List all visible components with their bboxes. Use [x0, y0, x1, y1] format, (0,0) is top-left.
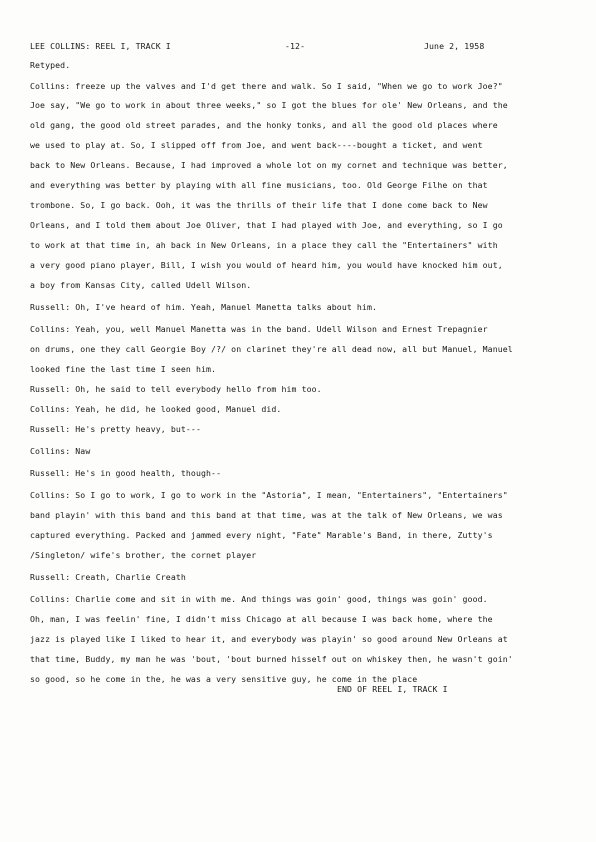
text-line: to work at that time in, ah back in New Orleans, in a place they call the "Entertainers" with: [30, 240, 498, 250]
text-line: Orleans, and I told them about Joe Oliver, that I had played with Joe, and everything, so I go: [30, 220, 503, 230]
text-line: Russell: He's in good health, though--: [30, 468, 222, 478]
text-line: Russell: Oh, I've heard of him. Yeah, Manuel Manetta talks about him.: [30, 302, 378, 312]
text-line: Collins: So I go to work, I go to work in the "Astoria", I mean, "Entertainers", "Entertainers": [30, 490, 508, 500]
text-line: Russell: Oh, he said to tell everybody hello from him too.: [30, 384, 322, 394]
text-line: Joe say, "We go to work in about three weeks," so I got the blues for ole' New Orleans, and the: [30, 100, 508, 110]
page-number: -12-: [285, 41, 306, 51]
text-line: we used to play at. So, I slipped off from Joe, and went back----bought a ticket, and went: [30, 140, 483, 150]
header-date: June 2, 1958: [424, 41, 485, 51]
text-line: Collins: Yeah, he did, he looked good, Manuel did.: [30, 404, 282, 414]
text-line: Retyped.: [30, 60, 71, 70]
text-line: and everything was better by playing with all fine musicians, too. Old George Filhe on that: [30, 180, 488, 190]
text-line: Collins: Yeah, you, well Manuel Manetta was in the band. Udell Wilson and Ernest Trepagnier: [30, 324, 488, 334]
text-line: trombone. So, I go back. Ooh, it was the thrills of their life that I done come back to New: [30, 200, 488, 210]
text-line: back to New Orleans. Because, I had improved a whole lot on my cornet and technique was better,: [30, 160, 508, 170]
text-line: a very good piano player, Bill, I wish you would of heard him, you would have knocked him out,: [30, 260, 503, 270]
text-line: old gang, the good old street parades, and the honky tonks, and all the good old places where: [30, 120, 498, 130]
text-line: so good, so he come in the, he was a very sensitive guy, he come in the place: [30, 674, 418, 684]
text-line: Collins: Charlie come and sit in with me. And things was goin' good, things was goin' good.: [30, 594, 488, 604]
text-line: Russell: Creath, Charlie Creath: [30, 572, 186, 582]
text-line: /Singleton/ wife's brother, the cornet player: [30, 550, 257, 560]
text-line: Collins: Naw: [30, 446, 91, 456]
text-line: that time, Buddy, my man he was 'bout, 'bout burned hisself out on whiskey then, he wasn't goin': [30, 654, 513, 664]
text-line: Russell: He's pretty heavy, but---: [30, 424, 201, 434]
text-line: jazz is played like I liked to hear it, and everybody was playin' so good around New Orleans at: [30, 634, 508, 644]
text-line: Oh, man, I was feelin' fine, I didn't miss Chicago at all because I was back home, where the: [30, 614, 493, 624]
end-note: END OF REEL I, TRACK I: [337, 684, 448, 694]
text-line: band playin' with this band and this band at that time, was at the talk of New Orleans, we was: [30, 510, 503, 520]
text-line: captured everything. Packed and jammed every night, "Fate" Marable's Band, in there, Zutty's: [30, 530, 493, 540]
text-line: Collins: freeze up the valves and I'd get there and walk. So I said, "When we go to work Joe?": [30, 81, 503, 91]
text-line: a boy from Kansas City, called Udell Wilson.: [30, 280, 252, 290]
header-title: LEE COLLINS: REEL I, TRACK I: [30, 41, 171, 51]
text-line: looked fine the last time I seen him.: [30, 364, 217, 374]
text-line: on drums, one they call Georgie Boy /?/ on clarinet they're all dead now, all but Manuel, Manuel: [30, 344, 513, 354]
